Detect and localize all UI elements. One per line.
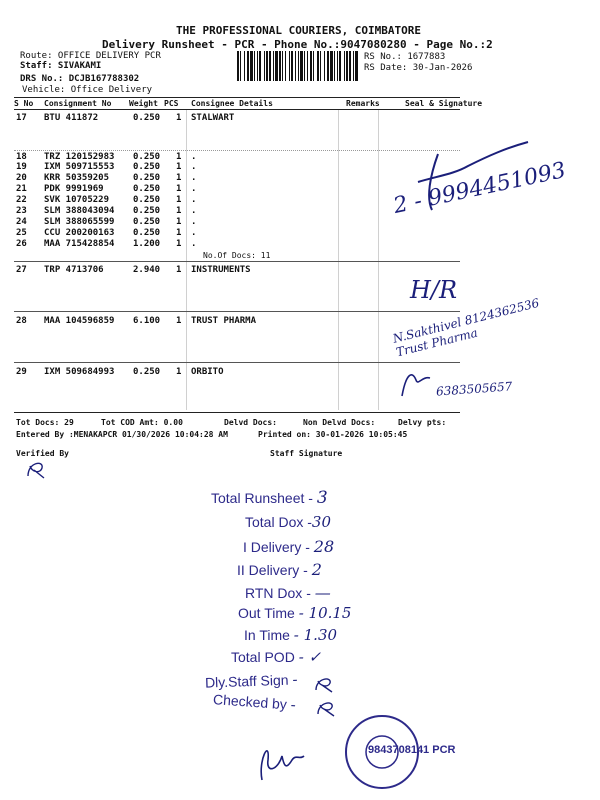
row-pcs: 1 [176, 195, 182, 205]
barcode-bar [317, 51, 319, 81]
checked-by-initials [314, 698, 338, 718]
barcode-bar [334, 51, 335, 81]
stamp-label: In Time [244, 627, 290, 643]
row-consignment: MAA 715428854 [44, 239, 115, 249]
rs-date: RS Date: 30-Jan-2026 [364, 63, 473, 73]
stamp-line [212, 690, 296, 714]
stamp-label: II Delivery - [237, 562, 308, 578]
row-consignee: . [191, 228, 197, 238]
handwritten-phone: 2 - 9994451093 [391, 158, 569, 219]
stamp-value: 30 [311, 513, 332, 531]
row-weight: 0.250 [133, 367, 161, 377]
stamp-label: RTN Dox - [245, 585, 311, 601]
table-bottom-rule [14, 412, 460, 413]
verifier-initials [24, 458, 48, 480]
row-consignment: BTU 411872 [44, 113, 99, 123]
group-rule [14, 362, 460, 363]
barcode-bar [250, 51, 253, 81]
barcode-bar [264, 51, 265, 81]
row-pcs: 1 [176, 184, 182, 194]
row-sno: 22 [16, 195, 27, 205]
row-weight: 1.200 [133, 239, 161, 249]
stamp-value: - 1.30 [293, 626, 338, 644]
barcode-bar [237, 51, 239, 81]
verified-by: Verified By [16, 449, 69, 458]
vehicle-label: Vehicle: Office Delivery [22, 85, 153, 95]
row-consignment: IXM 509715553 [44, 162, 115, 172]
row-pcs: 1 [176, 228, 182, 238]
stamp-line [205, 670, 298, 691]
row-consignment: KRR 50359205 [44, 173, 110, 183]
barcode-bar [295, 51, 296, 81]
barcode-bar [240, 51, 241, 81]
row-sno: 17 [16, 113, 27, 123]
barcode-bar [304, 51, 305, 81]
stamp-line [243, 537, 334, 556]
row-sno: 25 [16, 228, 27, 238]
row-weight: 0.250 [133, 152, 161, 162]
runsheet-subtitle: Delivery Runsheet - PCR - Phone No.:9047080280 - Page No.:2 [102, 38, 493, 51]
row-consignment: IXM 509684993 [44, 367, 115, 377]
stamp-label: Dly.Staff Sign [204, 671, 289, 691]
barcode-bar [353, 51, 354, 81]
stamp-line [244, 626, 337, 644]
stamp-label: Total POD [231, 649, 295, 665]
barcode-bar [291, 51, 293, 81]
row-weight: 0.250 [133, 217, 161, 227]
barcode-bar [324, 51, 325, 81]
barcode-bar [355, 51, 358, 81]
row-consignment: SLM 388043094 [44, 206, 115, 216]
handwritten-hr: H/R [410, 276, 458, 304]
barcode-bar [307, 51, 308, 81]
barcode-bar [327, 51, 329, 81]
row-weight: 0.250 [133, 113, 161, 123]
col-remarks: Remarks [346, 99, 380, 108]
barcode-bar [320, 51, 321, 81]
col-seal: Seal & Signature [405, 99, 483, 108]
row-pcs: 1 [176, 239, 182, 249]
handwritten-receiver-note: N.Sakthivel 8124362536 Trust Pharma [391, 295, 541, 360]
row-consignee: . [191, 152, 197, 162]
row-pcs: 1 [176, 162, 182, 172]
stamp-value: - ✓ [298, 648, 322, 666]
staff-signature-scribble [252, 730, 312, 788]
handwritten-signature-orbito [396, 366, 436, 402]
barcode-bar [254, 51, 255, 81]
stamp-value: 2 [311, 560, 322, 579]
row-consignment: MAA 104596859 [44, 316, 115, 326]
stamp-value: 3 [316, 488, 328, 508]
stamp-value: - [292, 670, 298, 689]
row-consignment: SLM 388065599 [44, 217, 115, 227]
barcode-bar [349, 51, 351, 81]
staff-label: Staff: SIVAKAMI [20, 61, 102, 71]
stamp-label: Total Runsheet - [211, 490, 313, 506]
row-consignee: . [191, 217, 197, 227]
row-sno: 20 [16, 173, 27, 183]
row-sno: 28 [16, 316, 27, 326]
row-consignee: TRUST PHARMA [191, 316, 257, 326]
row-pcs: 1 [176, 173, 182, 183]
non-delvd-docs: Non Delvd Docs: [303, 418, 376, 427]
row-consignee: INSTRUMENTS [191, 265, 251, 275]
stamp-line [211, 488, 328, 508]
barcode-bar [339, 51, 341, 81]
row-consignment: SVK 10705229 [44, 195, 110, 205]
col-guide [186, 110, 187, 410]
row-weight: 0.250 [133, 228, 161, 238]
route-label: Route: OFFICE DELIVERY PCR [20, 51, 161, 61]
printed-on: Printed on: 30-01-2026 10:05:45 [258, 430, 408, 439]
stamp-label: Checked by [212, 691, 288, 713]
dly-staff-initials [312, 674, 336, 694]
no-of-docs: No.Of Docs: 11 [203, 251, 271, 260]
stamp-value: - 10.15 [298, 604, 352, 622]
drs-no: DRS No.: DCJB167788302 [20, 74, 140, 84]
row-weight: 0.250 [133, 206, 161, 216]
stamp-label: Out Time [238, 605, 295, 621]
row-sno: 18 [16, 152, 27, 162]
barcode-bar [300, 51, 303, 81]
row-consignee: . [191, 195, 197, 205]
col-consignee: Consignee Details [191, 99, 273, 108]
row-sno: 23 [16, 206, 27, 216]
rs-no: RS No.: 1677883 [364, 52, 446, 62]
row-weight: 6.100 [133, 316, 161, 326]
tot-docs: Tot Docs: 29 [16, 418, 74, 427]
staff-signature-label: Staff Signature [270, 449, 343, 458]
barcode-bar [330, 51, 333, 81]
row-consignee: . [191, 173, 197, 183]
group-rule [14, 261, 460, 262]
stamp-line [245, 513, 331, 531]
row-consignee: ORBITO [191, 367, 224, 377]
barcode-bar [337, 51, 338, 81]
stamp-line [231, 648, 321, 666]
row-weight: 0.250 [133, 195, 161, 205]
row-sno: 24 [16, 217, 27, 227]
row-pcs: 1 [176, 265, 182, 275]
col-consignment: Consignment No [44, 99, 112, 108]
row-pcs: 1 [176, 367, 182, 377]
group-rule [14, 311, 460, 312]
company-name: THE PROFESSIONAL COURIERS, COIMBATORE [176, 24, 422, 37]
barcode-bar [285, 51, 286, 81]
stamp-line [245, 583, 331, 602]
barcode-bar [273, 51, 274, 81]
barcode-bar [244, 51, 245, 81]
row-consignee: . [191, 162, 197, 172]
stamp-value: — [314, 583, 331, 602]
entered-by: Entered By :MENAKAPCR 01/30/2026 10:04:28 AM [16, 430, 228, 439]
col-sno: S No [14, 99, 34, 108]
row-pcs: 1 [176, 316, 182, 326]
barcode-bar [269, 51, 271, 81]
stamp-value: 28 [313, 537, 335, 556]
row-sno: 19 [16, 162, 27, 172]
row-pcs: 1 [176, 217, 182, 227]
stamp-label: I Delivery - [243, 539, 310, 555]
barcode-bar [259, 51, 261, 81]
handwritten-orbito-phone: 6383505657 [435, 379, 513, 399]
delvd-docs: Delvd Docs: [224, 418, 277, 427]
stamp-line [238, 604, 351, 622]
row-weight: 0.250 [133, 162, 161, 172]
barcode-bar [346, 51, 348, 81]
row-consignment: CCU 200200163 [44, 228, 115, 238]
round-stamp-text: 9843708141 PCR [368, 744, 456, 756]
stamp-value: - [290, 695, 297, 714]
barcode-bar [257, 51, 258, 81]
row-consignee: . [191, 184, 197, 194]
row-sno: 26 [16, 239, 27, 249]
row-sno: 21 [16, 184, 27, 194]
barcode-bar [247, 51, 249, 81]
row-weight: 0.250 [133, 184, 161, 194]
delvy-pts: Delvy pts: [398, 418, 447, 427]
row-consignment: PDK 9991969 [44, 184, 104, 194]
col-guide [338, 110, 339, 410]
barcode-bar [282, 51, 283, 81]
row-consignment: TRZ 120152983 [44, 152, 115, 162]
row-consignee: . [191, 206, 197, 216]
row-pcs: 1 [176, 113, 182, 123]
row-sno: 27 [16, 265, 27, 275]
barcode-bar [344, 51, 345, 81]
row-sno: 29 [16, 367, 27, 377]
barcode-bar [313, 51, 314, 81]
tot-cod: Tot COD Amt: 0.00 [101, 418, 183, 427]
barcode [236, 51, 360, 81]
col-weight: Weight [129, 99, 158, 108]
row-pcs: 1 [176, 206, 182, 216]
row-weight: 2.940 [133, 265, 161, 275]
table-top-rule [14, 97, 460, 98]
col-pcs: PCS [164, 99, 179, 108]
round-pcr-stamp [342, 712, 456, 792]
barcode-bar [266, 51, 268, 81]
table-header-rule [14, 109, 460, 110]
row-pcs: 1 [176, 152, 182, 162]
stamp-label: Total Dox - [245, 514, 312, 530]
row-consignment: TRP 4713706 [44, 265, 104, 275]
barcode-bar [298, 51, 299, 81]
col-guide [378, 110, 379, 410]
row-consignee: . [191, 239, 197, 249]
row-weight: 0.250 [133, 173, 161, 183]
barcode-bar [310, 51, 312, 81]
barcode-bar [275, 51, 278, 81]
barcode-bar [289, 51, 290, 81]
stamp-line [237, 560, 322, 579]
barcode-bar [279, 51, 281, 81]
row-consignee: STALWART [191, 113, 235, 123]
